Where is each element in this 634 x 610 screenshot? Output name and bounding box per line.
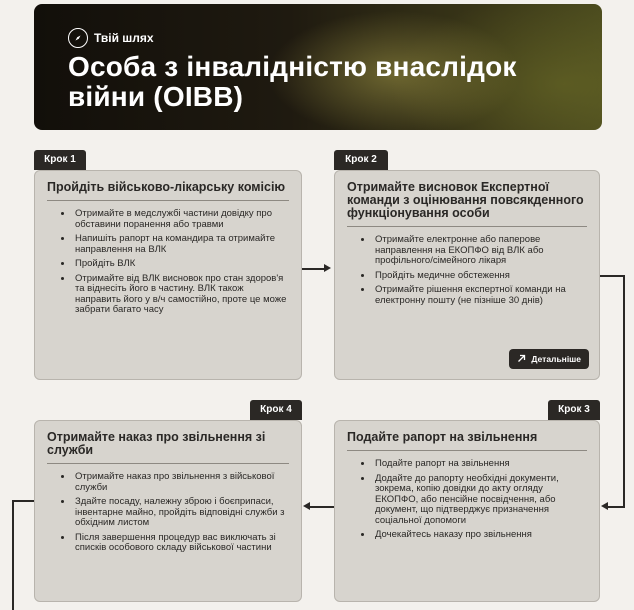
details-button[interactable]: [509, 349, 589, 369]
arrow-left-icon: [303, 502, 310, 510]
step-3-list: [361, 459, 587, 541]
list-item: • Отримайте в медслужбі частини довідку про обставини поранення або травми: [73, 209, 289, 230]
step-2-badge: Крок 2: [334, 150, 388, 170]
compass-icon: [68, 28, 88, 48]
list-item: • Після завершення процедур вас виключать зі списків особового складу військової частини: [73, 533, 289, 554]
step-3-badge: Крок 3: [548, 400, 600, 420]
step-4-badge: Крок 4: [250, 400, 302, 420]
list-item: • Додайте до рапорту необхідні документи, зокрема, копію довідки до акту огляду ЕКОПФО, або пенсійне посвідчення, або документ, що підтверджує призначення соціальної допомоги: [373, 474, 587, 527]
list-item: • Дочекайтесь наказу про звільнення: [373, 530, 587, 541]
arrow-left-icon: [601, 502, 608, 510]
divider: [347, 226, 587, 227]
list-item: • Подайте рапорт на звільнення: [373, 459, 587, 470]
divider: [47, 200, 289, 201]
step-4-title: Отримайте наказ про звільнення зі служби: [47, 430, 266, 457]
list-item: • Пройдіть ВЛК: [73, 259, 289, 270]
list-item: • Пройдіть медичне обстеження: [373, 271, 587, 282]
list-item: • Напишіть рапорт на командира та отримайте направлення на ВЛК: [73, 234, 289, 255]
hero-banner: [34, 4, 602, 130]
connector-line: [302, 268, 326, 270]
connector-line: [600, 275, 624, 277]
page-title: Особа з інвалідністю внаслідок війни (ОІВВ): [68, 51, 517, 112]
divider: [47, 463, 289, 464]
step-2-title: Отримайте висновок Експертної команди з оцінювання повсякденного функціонування особи: [347, 180, 584, 220]
arrow-right-icon: [324, 264, 331, 272]
list-item: • Отримайте від ВЛК висновок про стан здоров'я та віднесіть його в частину. ВЛК також направить його у в/ч самостійно, проте це може забрати багато часу: [73, 274, 289, 316]
step-3-card: [334, 420, 600, 602]
hero-tag: [68, 28, 154, 48]
step-1-list: [61, 209, 289, 316]
list-item: • Отримайте наказ про звільнення з військової служби: [73, 472, 289, 493]
step-4-list: [61, 472, 289, 554]
step-1-badge: Крок 1: [34, 150, 86, 170]
step-3-title: Подайте рапорт на звільнення: [347, 430, 538, 444]
connector-line: [12, 500, 34, 502]
step-4-card: [34, 420, 302, 602]
step-2-list: [361, 235, 587, 306]
connector-line: [12, 500, 14, 610]
arrow-up-right-icon: [517, 354, 526, 365]
step-1-title: Пройдіть військово-лікарську комісію: [47, 180, 286, 194]
step-2-card: [334, 170, 600, 380]
list-item: • Здайте посаду, належну зброю і боєприпаси, інвентарне майно, пройдіть відповідні служби з обхідним листом: [73, 497, 289, 529]
list-item: • Отримайте електронне або паперове направлення на ЕКОПФО від ВЛК або профільного/сімейного лікаря: [373, 235, 587, 267]
list-item: • Отримайте рішення експертної команди на електронну пошту (не пізніше 30 днів): [373, 285, 587, 306]
connector-line: [310, 506, 334, 508]
divider: [347, 450, 587, 451]
connector-line: [623, 275, 625, 507]
connector-line: [608, 506, 625, 508]
step-1-card: [34, 170, 302, 380]
tag-label: Твій шлях: [94, 31, 154, 45]
details-label: Детальніше: [531, 354, 581, 364]
